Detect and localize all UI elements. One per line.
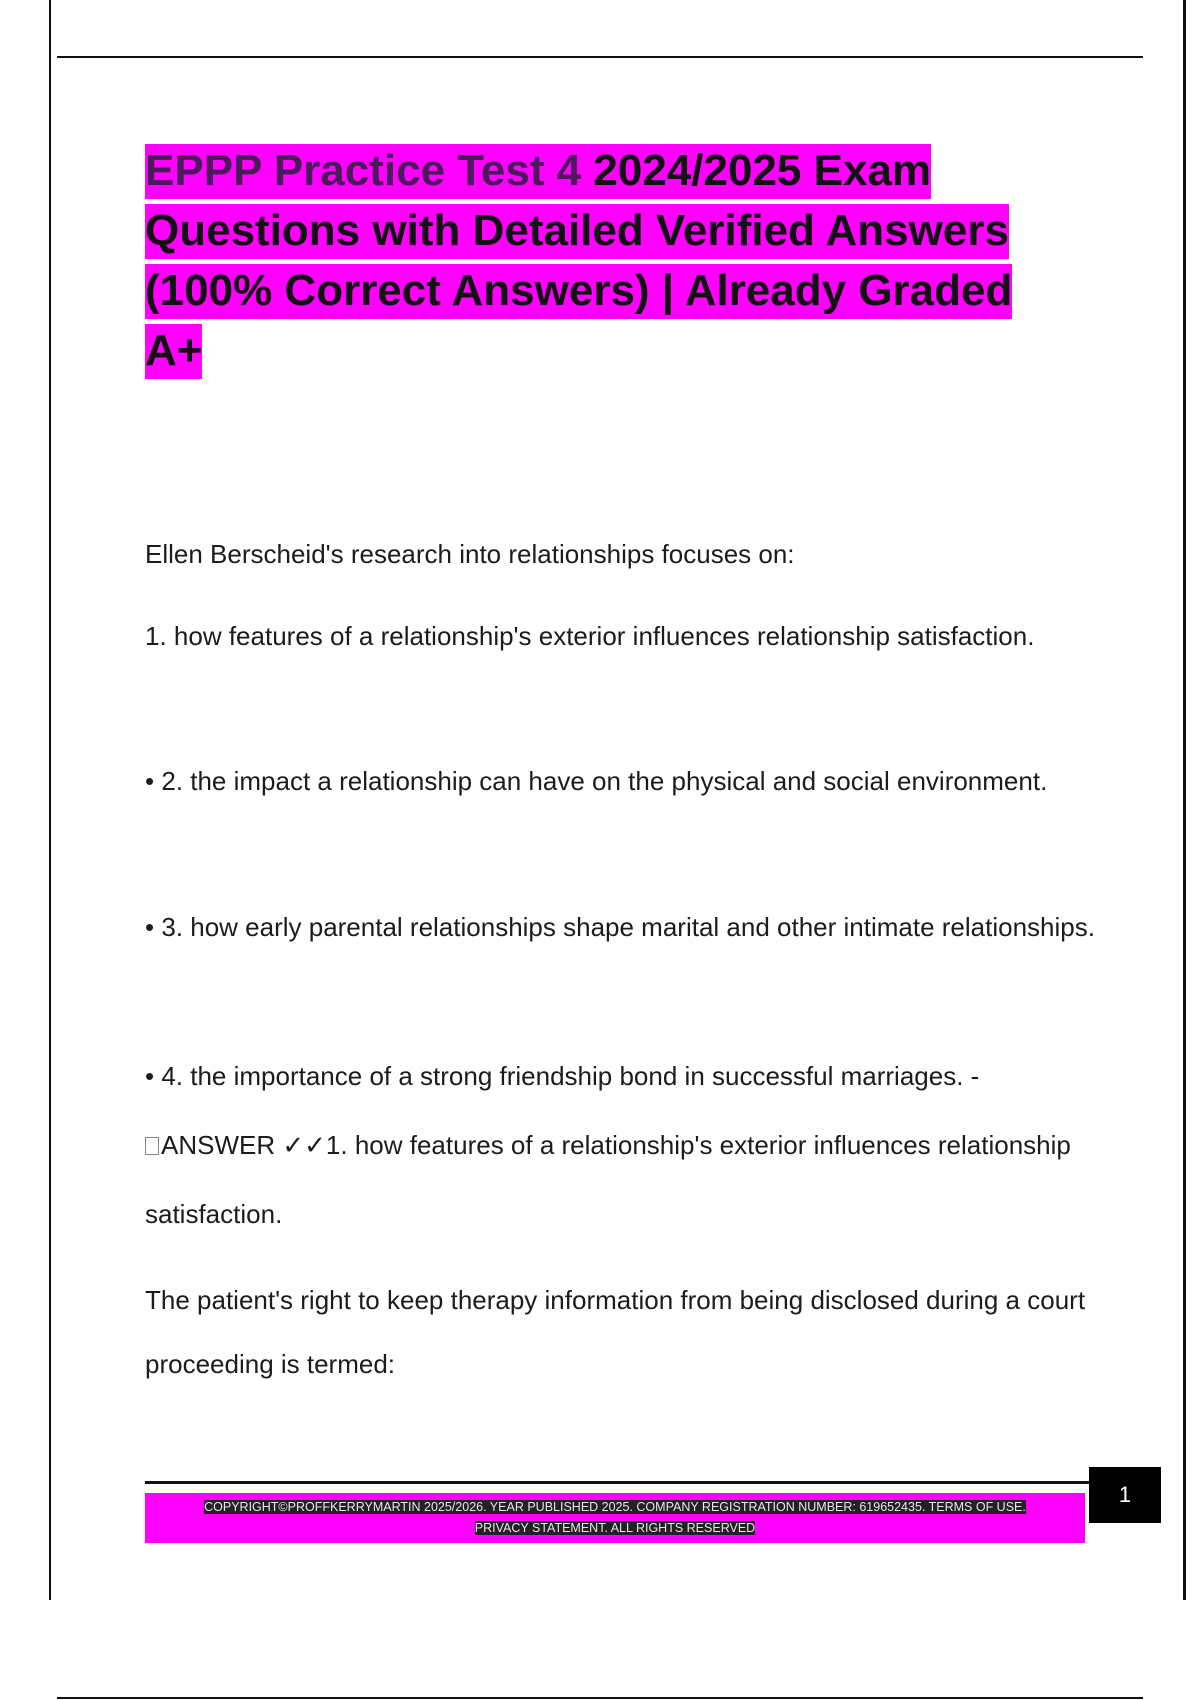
footer-line-2: PRIVACY STATEMENT. ALL RIGHTS RESERVED — [474, 1521, 756, 1535]
question-1-option-2 — [145, 749, 1095, 813]
title-main-part: 2024/2025 Exam Questions with Detailed Verified Answers (100% Correct Answers) | Already Graded A+ — [145, 146, 1013, 375]
footer-rule — [145, 1481, 1090, 1484]
option-2-text: • 2. the impact a relationship can have on the physical and social environment. — [145, 766, 1048, 796]
option-4-text: • 4. the importance of a strong friendship bond in successful marriages. - — [145, 1061, 980, 1091]
option-1-text: 1. how features of a relationship's exterior influences relationship satisfaction. — [145, 621, 1035, 651]
document-title — [145, 141, 1045, 381]
answer-text: 1. how features of a relationship's exterior influences relationship satisfaction. — [145, 1130, 1071, 1229]
answer-label: ANSWER ✓✓ — [161, 1130, 326, 1160]
question-1-option-3 — [145, 895, 1095, 959]
question-1-prompt — [145, 522, 1095, 586]
bottom-rule — [57, 1697, 1143, 1699]
question-2-prompt — [145, 1268, 1095, 1396]
question-1-option-4-and-answer — [145, 1042, 1095, 1249]
question-1-option-1 — [145, 604, 1095, 668]
footer-copyright — [145, 1493, 1085, 1543]
question-1-text: Ellen Berscheid's research into relationships focuses on: — [145, 539, 795, 569]
option-4-answer-paragraph — [145, 1042, 1095, 1249]
box-icon — [145, 1137, 159, 1155]
question-2-text: The patient's right to keep therapy information from being disclosed during a court proceeding is termed: — [145, 1285, 1086, 1379]
top-rule — [57, 56, 1143, 58]
footer-line-1: COPYRIGHT©PROFFKERRYMARTIN 2025/2026. YEAR PUBLISHED 2025. COMPANY REGISTRATION NUMBER: 619652435. TERMS OF USE. — [204, 1500, 1026, 1514]
page-number: 1 — [1089, 1467, 1161, 1523]
option-3-text: • 3. how early parental relationships shape marital and other intimate relationships. — [145, 912, 1095, 942]
title-faded-part: EPPP Practice Test 4 — [145, 146, 582, 195]
